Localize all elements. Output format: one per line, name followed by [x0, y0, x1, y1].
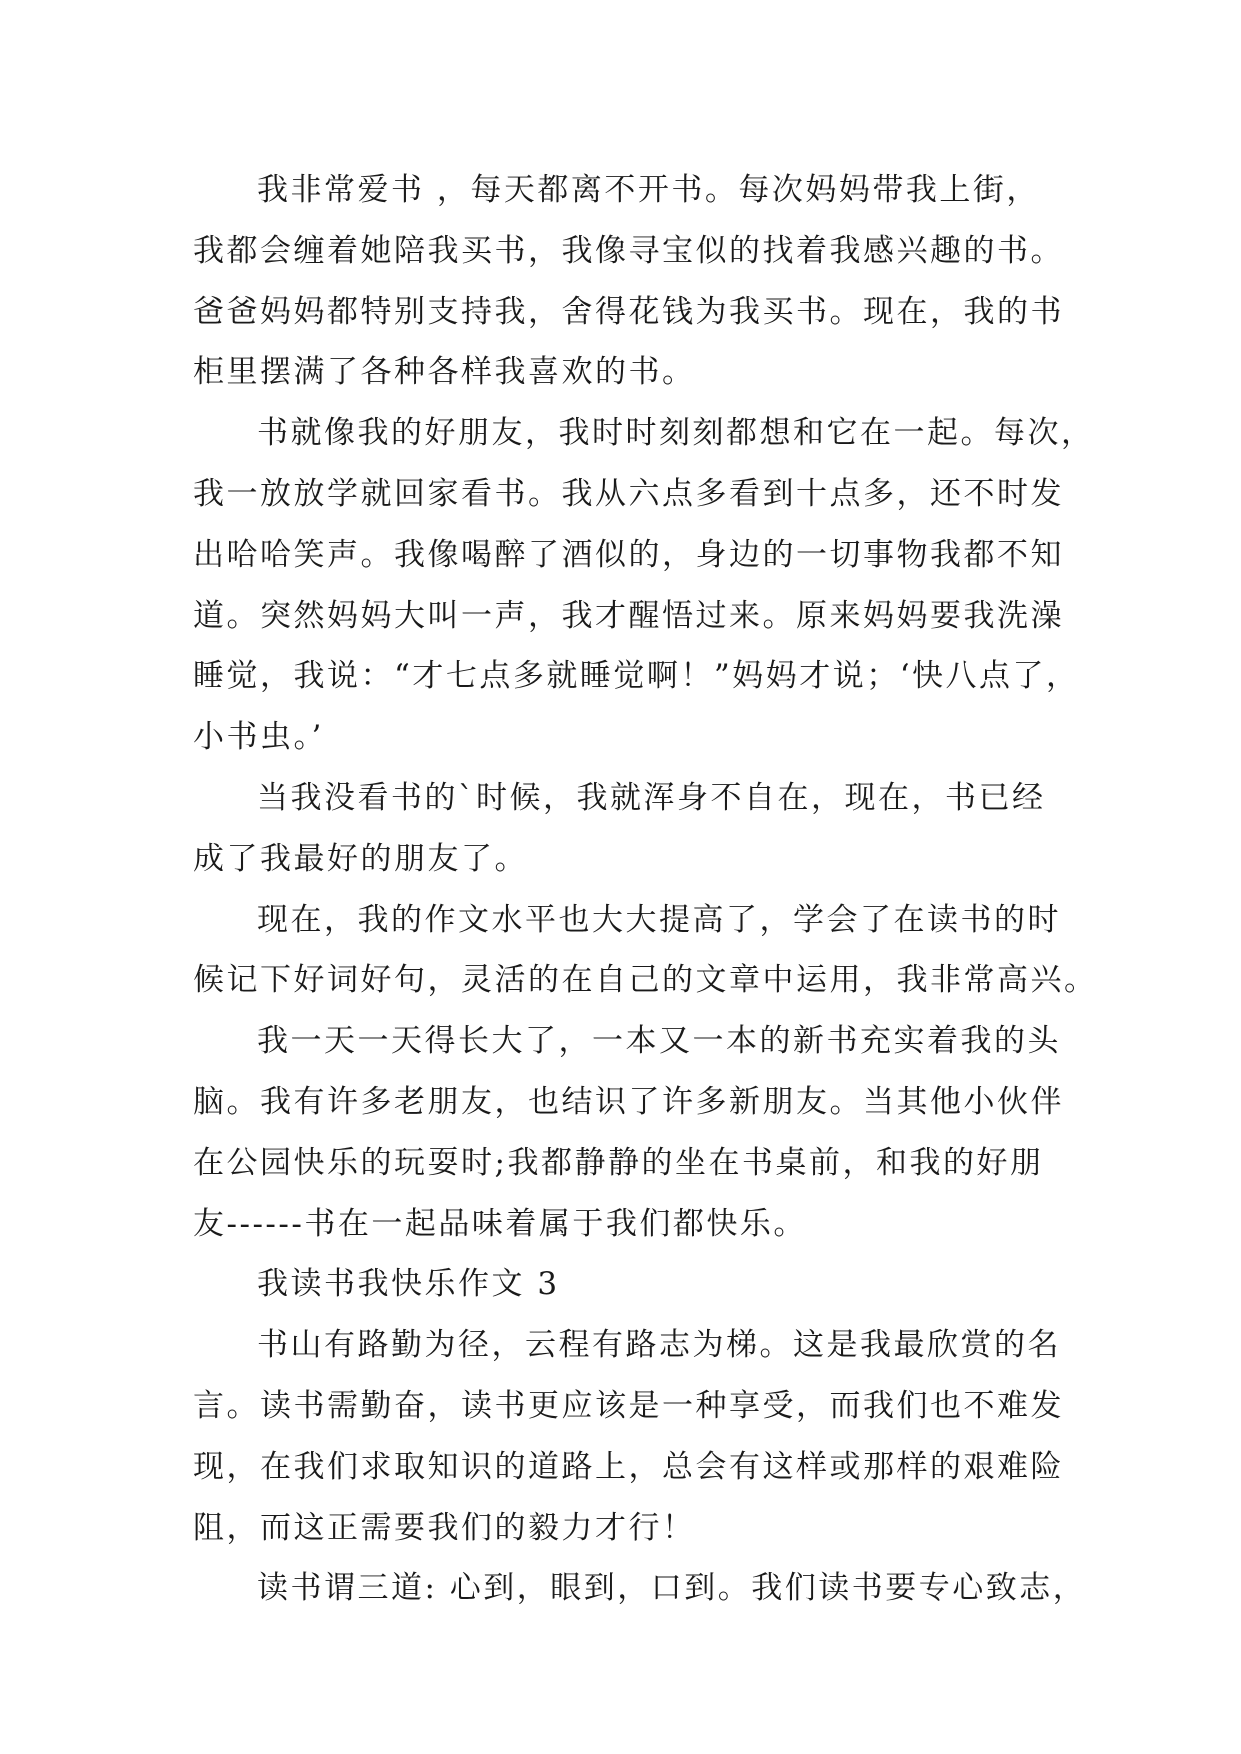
text-line: 柜里摆满了各种各样我喜欢的书。 — [193, 354, 696, 391]
text-line: 爸爸妈妈都特别支持我，舍得花钱为我买书。现在，我的书 — [193, 293, 1064, 330]
text-line: 出哈哈笑声。我像喝醉了酒似的，身边的一切事物我都不知 — [193, 536, 1064, 573]
text-line: 小书虫。’ — [193, 719, 324, 756]
text-line: 道。突然妈妈大叫一声，我才醒悟过来。原来妈妈要我洗澡 — [193, 597, 1064, 634]
section-heading: 我读书我快乐作文 3 — [257, 1266, 560, 1303]
text-line: 成了我最好的朋友了。 — [193, 840, 528, 877]
text-line: 睡觉，我说：“才七点多就睡觉啊！”妈妈才说；‘快八点了， — [193, 658, 1080, 695]
text-line: 现，在我们求取知识的道路上，总会有这样或那样的艰难险 — [193, 1448, 1064, 1485]
document-page — [193, 160, 1098, 1619]
text-line: 言。读书需勤奋，读书更应该是一种享受，而我们也不难发 — [193, 1387, 1064, 1424]
text-line: 在公园快乐的玩耍时;我都静静的坐在书桌前，和我的好朋 — [193, 1144, 1044, 1181]
text-line: 脑。我有许多老朋友，也结识了许多新朋友。当其他小伙伴 — [193, 1083, 1064, 1120]
text-line: 友------书在一起品味着属于我们都快乐。 — [193, 1205, 807, 1242]
text-line: 我一天一天得长大了，一本又一本的新书充实着我的头 — [257, 1023, 1061, 1060]
text-line: 阻，而这正需要我们的毅力才行！ — [193, 1509, 696, 1546]
text-line: 现在，我的作文水平也大大提高了，学会了在读书的时 — [257, 901, 1061, 938]
text-line: 书就像我的好朋友，我时时刻刻都想和它在一起。每次， — [257, 415, 1095, 452]
text-line: 读书谓三道: 心到，眼到，口到。我们读书要专心致志， — [257, 1570, 1087, 1607]
text-line: 我非常爱书 ，每天都离不开书。每次妈妈带我上街， — [257, 172, 1040, 208]
text-line: 书山有路勤为径，云程有路志为梯。这是我最欣赏的名 — [257, 1327, 1061, 1364]
text-line: 候记下好词好句，灵活的在自己的文章中运用，我非常高兴。 — [193, 962, 1098, 999]
text-line: 我一放放学就回家看书。我从六点多看到十点多，还不时发 — [193, 475, 1064, 512]
text-line: 我都会缠着她陪我买书，我像寻宝似的找着我感兴趣的书。 — [193, 232, 1064, 269]
text-line: 当我没看书的`时候，我就浑身不自在，现在，书已经 — [257, 779, 1046, 816]
